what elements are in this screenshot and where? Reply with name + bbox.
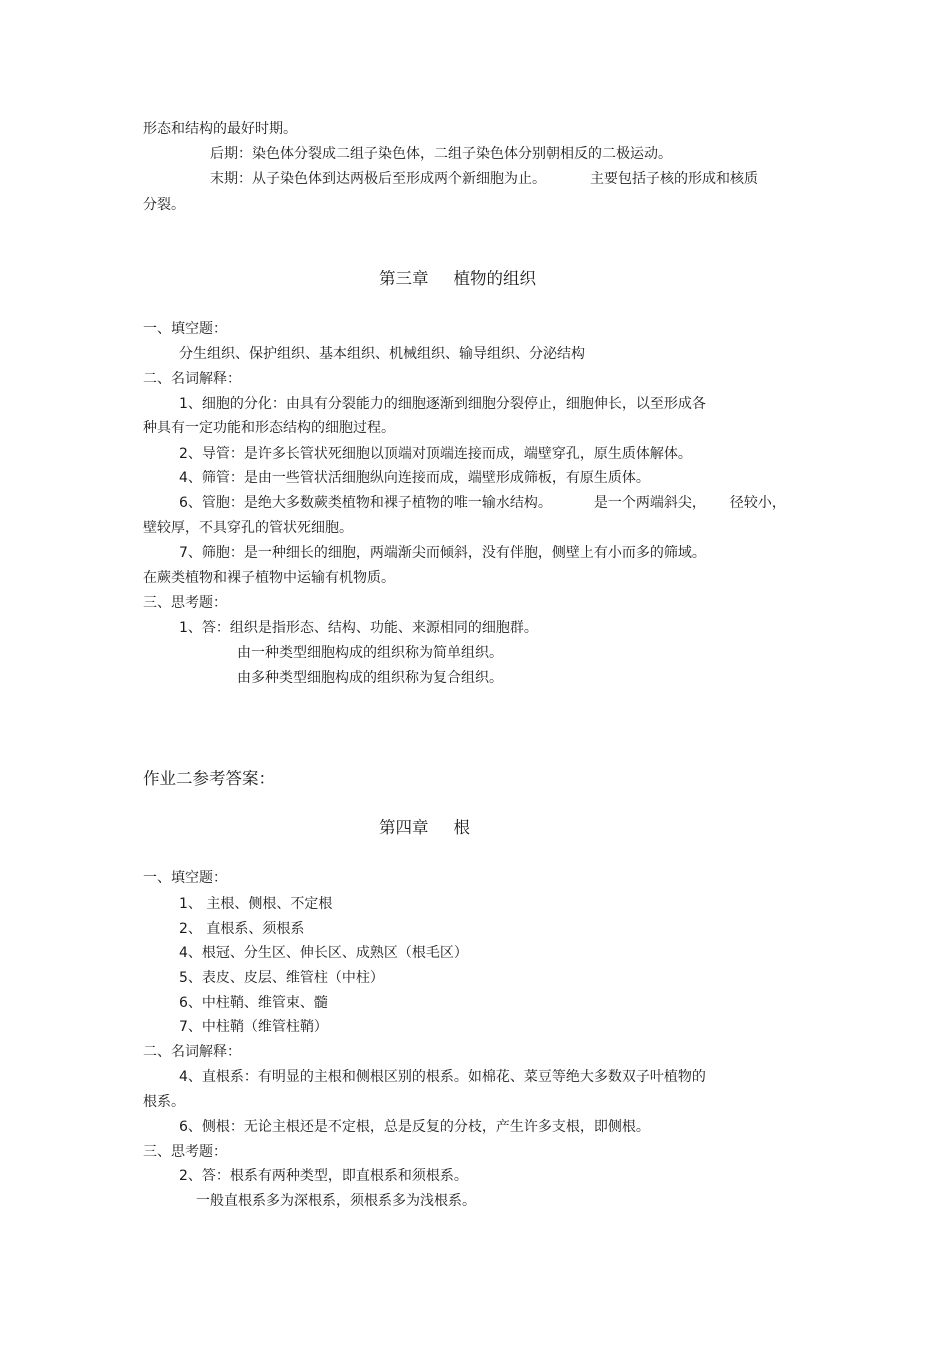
list-item: 1、 主根、侧根、不定根 — [179, 896, 333, 912]
text-segment: 主要包括子核的形成和核质 — [590, 171, 758, 187]
chapter-title — [379, 268, 536, 290]
list-item: 6、中柱鞘、维管束、髓 — [179, 995, 328, 1011]
text-segment: 末期：从子染色体到达两极后至形成两个新细胞为止。 — [210, 171, 546, 187]
section-heading: 一、填空题： — [143, 321, 227, 337]
paragraph-line: 2、导管：是许多长管状死细胞以顶端对顶端连接而成，端壁穿孔，原生质体解体。 — [179, 446, 692, 462]
section-heading: 三、思考题： — [143, 595, 227, 611]
text-segment: 6、管胞：是绝大多数蕨类植物和裸子植物的唯一输水结构。 — [179, 495, 552, 511]
paragraph-line: 由多种类型细胞构成的组织称为复合组织。 — [237, 670, 503, 686]
paragraph-line: 形态和结构的最好时期。 — [143, 121, 297, 137]
paragraph-line: 分裂。 — [143, 197, 185, 213]
homework-heading: 作业二参考答案： — [143, 769, 275, 788]
paragraph-line: 根系。 — [143, 1094, 185, 1110]
text-segment: 径较小， — [729, 495, 786, 511]
paragraph-line: 1、答：组织是指形态、结构、功能、来源相同的细胞群。 — [179, 620, 538, 636]
list-item: 4、根冠、分生区、伸长区、成熟区（根毛区） — [179, 945, 468, 961]
paragraph-line: 6、侧根：无论主根还是不定根，总是反复的分枝，产生许多支根，即侧根。 — [179, 1119, 650, 1135]
paragraph-line: 由一种类型细胞构成的组织称为简单组织。 — [237, 645, 503, 661]
paragraph-line: 壁较厚，不具穿孔的管状死细胞。 — [143, 520, 353, 536]
section-heading: 二、名词解释： — [143, 371, 241, 387]
chapter-number: 第四章 — [379, 818, 429, 837]
chapter-name: 根 — [453, 818, 470, 837]
paragraph-line: 1、细胞的分化：由具有分裂能力的细胞逐渐到细胞分裂停止，细胞伸长，以至形成各 — [179, 396, 706, 412]
list-item: 2、 直根系、须根系 — [179, 921, 305, 937]
paragraph-line — [179, 494, 786, 512]
paragraph-line: 分生组织、保护组织、基本组织、机械组织、输导组织、分泌结构 — [179, 346, 585, 362]
paragraph-line: 在蕨类植物和裸子植物中运输有机物质。 — [143, 570, 395, 586]
paragraph-line: 7、筛胞：是一种细长的细胞，两端渐尖而倾斜，没有伴胞，侧壁上有小而多的筛域。 — [179, 545, 706, 561]
section-heading: 三、思考题： — [143, 1144, 227, 1160]
chapter-title — [379, 817, 470, 839]
text-segment: 是一个两端斜尖， — [593, 495, 706, 511]
chapter-name: 植物的组织 — [453, 269, 536, 288]
paragraph-line: 4、筛管：是由一些管状活细胞纵向连接而成，端壁形成筛板，有原生质体。 — [179, 470, 650, 486]
paragraph-line: 种具有一定功能和形态结构的细胞过程。 — [143, 420, 395, 436]
paragraph-line — [210, 170, 758, 188]
section-heading: 二、名词解释： — [143, 1044, 241, 1060]
list-item: 7、中柱鞘（维管柱鞘） — [179, 1019, 328, 1035]
section-heading: 一、填空题： — [143, 870, 227, 886]
paragraph-line: 2、答：根系有两种类型，即直根系和须根系。 — [179, 1168, 468, 1184]
chapter-number: 第三章 — [379, 269, 429, 288]
paragraph-line: 一般直根系多为深根系，须根系多为浅根系。 — [196, 1193, 476, 1209]
paragraph-line: 后期：染色体分裂成二组子染色体，二组子染色体分别朝相反的二极运动。 — [210, 146, 672, 162]
list-item: 5、表皮、皮层、维管柱（中柱） — [179, 970, 384, 986]
paragraph-line: 4、直根系：有明显的主根和侧根区别的根系。如棉花、菜豆等绝大多数双子叶植物的 — [179, 1069, 706, 1085]
